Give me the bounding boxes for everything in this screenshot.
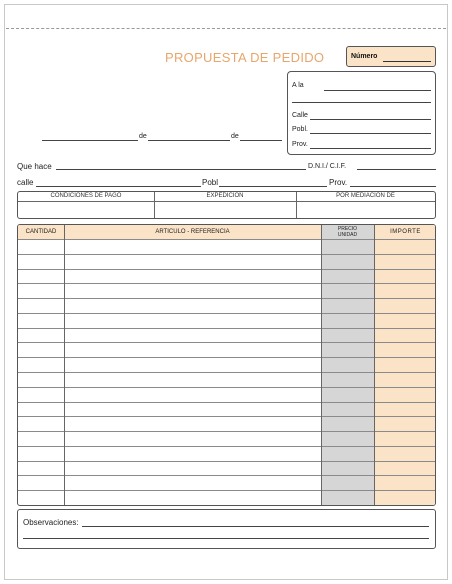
expedicion-header: EXPEDICION bbox=[206, 193, 244, 199]
date-de-2: de bbox=[231, 133, 239, 140]
calle-client-label: calle bbox=[17, 178, 34, 187]
col-divider-precio bbox=[374, 225, 375, 505]
calle-label: Calle bbox=[292, 112, 308, 119]
prov-client-label: Prov. bbox=[329, 178, 348, 187]
prov-label: Prov. bbox=[292, 141, 308, 148]
condiciones-pago-header: CONDICIONES DE PAGO bbox=[50, 193, 122, 199]
a-la-line bbox=[324, 90, 431, 91]
col-divider-articulo bbox=[321, 225, 322, 505]
importe-header: IMPORTE bbox=[390, 229, 421, 235]
table-row-line bbox=[18, 283, 435, 284]
dni-label: D.N.I./ C.I.F. bbox=[308, 163, 347, 170]
date-place-line bbox=[42, 140, 138, 141]
date-de-1: de bbox=[139, 133, 147, 140]
prov-line bbox=[310, 148, 431, 149]
table-row-line bbox=[18, 372, 435, 373]
table-row-line bbox=[18, 254, 435, 255]
conditions-header-line bbox=[18, 201, 435, 202]
precio-column-bg bbox=[321, 225, 374, 505]
calle-line bbox=[310, 119, 431, 120]
table-row-line bbox=[18, 461, 435, 462]
observaciones-line-2 bbox=[23, 538, 429, 539]
table-row-line bbox=[18, 475, 435, 476]
items-table bbox=[17, 224, 436, 506]
table-row-line bbox=[18, 342, 435, 343]
mediacion-header: POR MEDIACION DE bbox=[336, 193, 395, 199]
numero-label: Número bbox=[351, 53, 378, 60]
que-hace-line bbox=[56, 169, 306, 170]
pobl-line bbox=[310, 133, 431, 134]
address-box bbox=[287, 71, 436, 155]
cantidad-header: CANTIDAD bbox=[25, 229, 57, 235]
precio-header-line2: UNIDAD bbox=[337, 232, 358, 238]
pobl-client-line bbox=[219, 186, 327, 187]
que-hace-label: Que hace bbox=[17, 162, 52, 171]
form-title: PROPUESTA DE PEDIDO bbox=[165, 50, 325, 65]
table-row-line bbox=[18, 328, 435, 329]
numero-field-line bbox=[383, 61, 431, 62]
table-row-line bbox=[18, 387, 435, 388]
perforation-line bbox=[6, 28, 446, 29]
table-row-line bbox=[18, 357, 435, 358]
col-divider-cantidad bbox=[64, 225, 65, 505]
pobl-client-label: Pobl bbox=[202, 178, 219, 187]
a-la-label: A la bbox=[292, 82, 304, 89]
date-month-line bbox=[148, 140, 230, 141]
address-blank-line bbox=[292, 102, 431, 103]
observaciones-line-1 bbox=[82, 526, 429, 527]
table-row-line bbox=[18, 416, 435, 417]
table-row-line bbox=[18, 402, 435, 403]
calle-client-line bbox=[36, 186, 201, 187]
table-row-line bbox=[18, 269, 435, 270]
table-row-line bbox=[18, 431, 435, 432]
precio-unidad-header bbox=[321, 226, 374, 240]
numero-box bbox=[346, 46, 436, 67]
dni-line bbox=[357, 169, 436, 170]
table-row-line bbox=[18, 490, 435, 491]
observaciones-label: Observaciones: bbox=[23, 518, 79, 527]
table-row-line bbox=[18, 313, 435, 314]
articulo-header: ARTICULO - REFERENCIA bbox=[155, 229, 230, 235]
conditions-box bbox=[17, 191, 436, 219]
importe-column-bg bbox=[374, 225, 436, 505]
pobl-label: Pobl. bbox=[292, 126, 308, 133]
precio-header-line1: PRECIO bbox=[337, 226, 358, 232]
observaciones-box bbox=[17, 509, 436, 549]
prov-client-line bbox=[350, 186, 436, 187]
table-row-line bbox=[18, 505, 435, 506]
table-row-line bbox=[18, 298, 435, 299]
table-row-line bbox=[18, 446, 435, 447]
date-year-line bbox=[240, 140, 282, 141]
